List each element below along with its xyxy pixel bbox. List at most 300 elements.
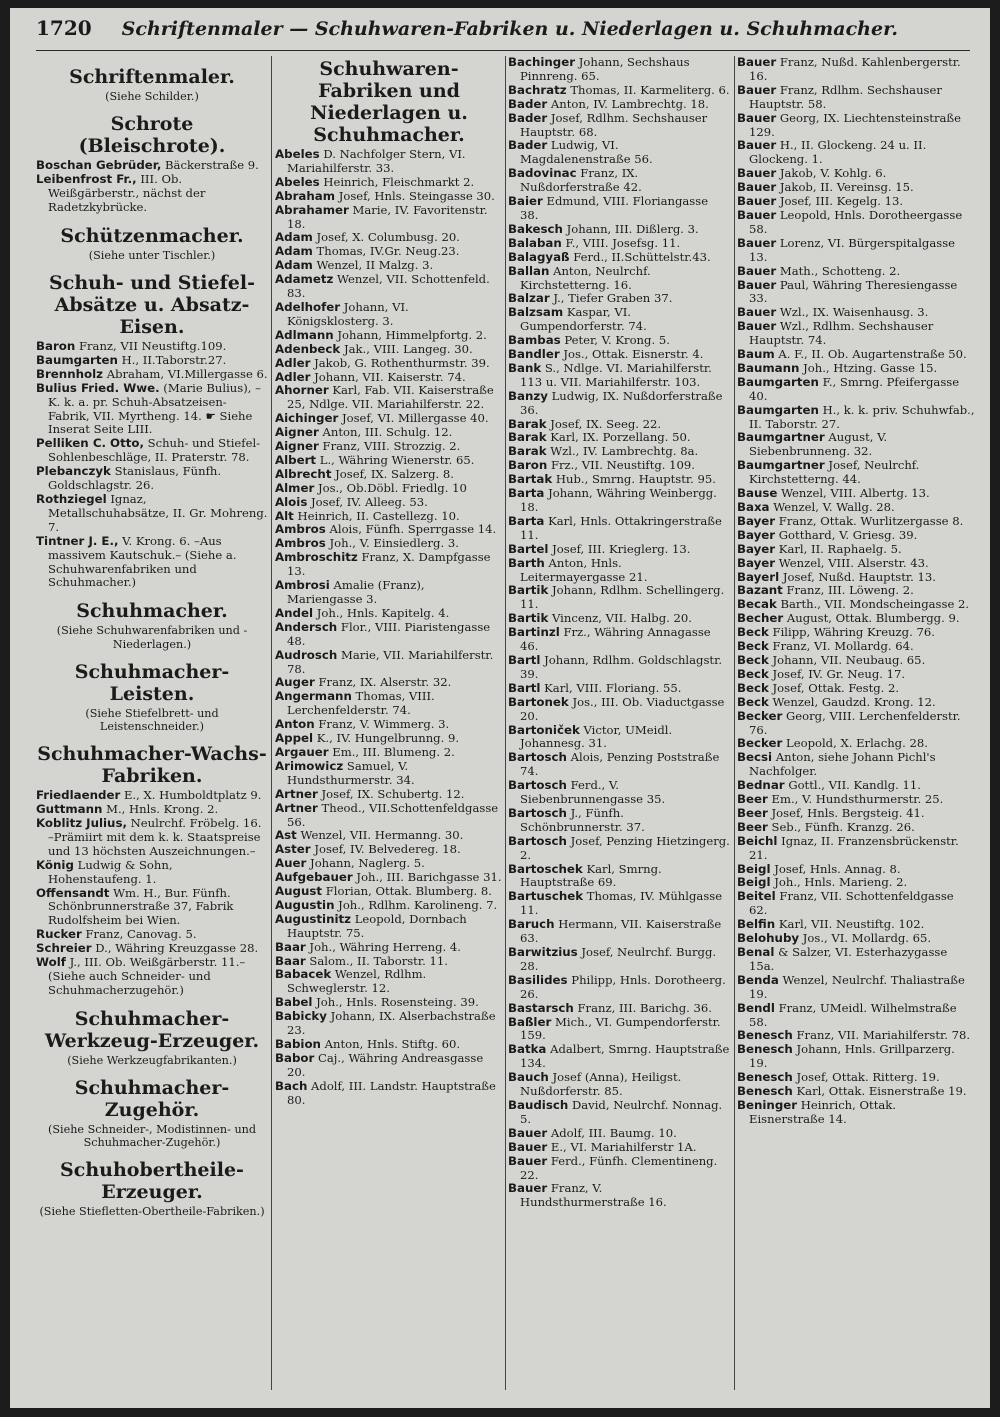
entry-name: Bauer xyxy=(737,277,777,292)
entry-details: Florian, Ottak. Blumberg. 8. xyxy=(325,884,492,899)
entry-details: Bäckerstraße 9. xyxy=(165,158,259,173)
entry-name: Bauer xyxy=(737,138,777,153)
entry-details: Georg, IX. Liechtensteinstraße 129. xyxy=(749,110,962,139)
entry-details: Frz., Währing Annagasse 46. xyxy=(520,625,711,654)
entry-name: Ambros xyxy=(275,536,326,551)
entry-details: Wenzel, II Malzg. 3. xyxy=(316,258,434,273)
directory-entry xyxy=(737,918,975,932)
entry-name: Becker xyxy=(737,736,783,751)
entry-details: H., II. Glockeng. 24 u. II. Glockeng. 1. xyxy=(749,138,927,167)
directory-entry xyxy=(275,551,503,579)
directory-entry xyxy=(737,598,975,612)
entry-name: Rothziegel xyxy=(36,492,107,506)
entry-details: Abraham, VI.Millergasse 6. xyxy=(106,366,268,381)
entry-name: Albert xyxy=(275,452,317,467)
entry-name: Baron xyxy=(36,339,76,354)
entry-details: Georg, VIII. Lerchenfelderstr. 76. xyxy=(749,708,961,737)
directory-entry xyxy=(508,459,730,473)
entry-details: Stanislaus, Fünfh. Goldschlagstr. 26. xyxy=(48,464,222,493)
entry-name: Baumann xyxy=(737,360,800,375)
directory-entry xyxy=(508,1127,730,1141)
entry-name: Bartak xyxy=(508,472,553,487)
entry-name: Babion xyxy=(275,1037,321,1051)
entry-details: E., X. Humboldtplatz 9. xyxy=(123,788,262,803)
directory-entry xyxy=(275,496,503,510)
entry-details: Johann, Himmelpfortg. 2. xyxy=(337,327,487,342)
directory-entry xyxy=(737,279,975,307)
entry-details: Johann, Rdlhm. Schellingerg. 11. xyxy=(520,583,725,612)
directory-entry xyxy=(508,98,730,112)
entry-details: Ignaz, Metallschuhabsätze, II. Gr. Mohreng. 7. xyxy=(48,492,268,534)
entry-name: Belohuby xyxy=(737,931,800,946)
directory-entry xyxy=(737,376,975,404)
section-heading: Schützenmacher. xyxy=(60,224,244,247)
entry-name: Beitel xyxy=(737,889,776,904)
directory-entry xyxy=(737,1029,975,1043)
directory-entry xyxy=(36,465,268,493)
entry-details: Johann, Währing Weinbergg. 18. xyxy=(520,486,717,514)
entry-name: Beck xyxy=(737,694,769,709)
entry-details: E., VI. Mariahilferstr 1A. xyxy=(550,1139,697,1154)
entry-name: Benesch xyxy=(737,1084,793,1099)
cross-reference-note: (Siehe unter Tischler.) xyxy=(88,248,216,262)
entry-details: Josef, Hnls. Annag. 8. xyxy=(774,861,901,876)
directory-entry xyxy=(737,751,975,779)
directory-entry xyxy=(36,887,268,929)
entry-details: A. F., II. Ob. Augartenstraße 50. xyxy=(778,347,967,362)
entry-name: Brennholz xyxy=(36,366,104,381)
entry-details: Peter, V. Krong. 5. xyxy=(564,333,670,348)
entry-name: Andel xyxy=(275,605,314,620)
entry-details: Wenzel, Rdlhm. Schweglerstr. 12. xyxy=(287,967,427,996)
directory-entry xyxy=(275,301,503,329)
entry-details: Mich., VI. Gumpendorferstr. 159. xyxy=(520,1014,721,1043)
entry-name: Rucker xyxy=(36,927,82,942)
entry-details: Wenzel, VII. Hermanng. 30. xyxy=(300,828,464,843)
entry-details: Joh., Hnls. Kapitelg. 4. xyxy=(316,605,450,620)
entry-name: Bendl xyxy=(737,1000,775,1015)
entry-name: Baumgartner xyxy=(737,430,825,445)
entry-name: Bauer xyxy=(737,263,777,278)
section-heading: Schuhmacher. xyxy=(76,600,228,623)
directory-entry xyxy=(737,779,975,793)
entry-details: Josef, Neulrchf. Burgg. 28. xyxy=(520,945,717,973)
entry-details: Filipp, Währing Kreuzg. 76. xyxy=(772,625,935,640)
directory-entry xyxy=(36,803,268,817)
entry-name: Benesch xyxy=(737,1070,793,1085)
entry-details: J., Tiefer Graben 37. xyxy=(553,291,673,306)
entry-details: F., VIII. Josefsg. 11. xyxy=(565,235,681,250)
entry-details: Josef, Hnls. Steingasse 30. xyxy=(338,188,495,203)
entry-name: Bauer xyxy=(737,110,777,125)
entry-name: Appel xyxy=(275,731,314,746)
directory-entry xyxy=(737,1085,975,1099)
entry-details: Heinrich, Fleischmarkt 2. xyxy=(323,174,475,189)
entry-details: Johann, VII. Kaiserstr. 74. xyxy=(314,369,466,384)
entry-details: Franz, Rdlhm. Sechshauser Hauptstr. 58. xyxy=(749,82,942,111)
entry-name: Bandler xyxy=(508,347,560,362)
entry-details: Josef, Ottak. Festg. 2. xyxy=(772,680,900,695)
entry-name: Abraham xyxy=(275,188,336,203)
section-heading: Schuhwaren-Fabriken und Niederlagen u. Schuhmacher. xyxy=(310,58,468,146)
directory-entry xyxy=(508,974,730,1002)
entry-details: Adalbert, Smrng. Hauptstraße 134. xyxy=(520,1042,730,1071)
entry-name: Adler xyxy=(275,369,311,384)
entry-name: August xyxy=(275,884,323,899)
directory-entry xyxy=(508,418,730,432)
entry-name: Barak xyxy=(508,444,547,459)
entry-details: Flor., VIII. Piaristengasse 48. xyxy=(287,619,491,648)
entry-name: Bach xyxy=(275,1078,308,1093)
directory-entry xyxy=(737,459,975,487)
entry-details: Wzl., Rdlhm. Sechshauser Hauptstr. 74. xyxy=(749,319,934,348)
entry-name: Leibenfrost Fr., xyxy=(36,172,137,187)
entry-details: Wzl., IV. Lambrechtg. 8a. xyxy=(550,444,699,459)
entry-name: Augustin xyxy=(275,897,335,912)
entry-details: Franz, VII Neustiftg.109. xyxy=(78,339,227,354)
entry-name: Bauer xyxy=(737,56,777,69)
entry-details: Anton, Neulrchf. Kirchstetterng. 16. xyxy=(520,263,651,292)
entry-details: Kaspar, VI. Gumpendorferstr. 74. xyxy=(520,305,647,334)
directory-entry xyxy=(737,348,975,362)
column-divider xyxy=(271,56,272,1390)
entry-name: Balaban xyxy=(508,235,562,250)
entry-name: Bartoschek xyxy=(508,861,583,876)
entry-name: Adler xyxy=(275,355,311,370)
directory-entry xyxy=(508,1155,730,1183)
entry-name: Artner xyxy=(275,800,318,815)
entry-name: Batka xyxy=(508,1042,547,1057)
entry-name: Augustinitz xyxy=(275,911,352,926)
directory-entry xyxy=(36,928,268,942)
entry-name: Bauer xyxy=(508,1181,548,1196)
entry-details: Karl, Hnls. Ottakringerstraße 11. xyxy=(520,513,722,542)
directory-entry xyxy=(275,482,503,496)
entry-name: Arimowicz xyxy=(275,758,344,773)
entry-details: Johann, Naglerg. 5. xyxy=(310,856,425,871)
entry-details: Karl, Ottak. Eisnerstraße 19. xyxy=(796,1084,967,1099)
cross-reference-note: (Siehe Schuhwarenfabriken und -Niederlagen.) xyxy=(56,624,248,651)
directory-entry xyxy=(508,251,730,265)
entry-name: Bartosch xyxy=(508,778,567,793)
entry-name: Becker xyxy=(737,708,783,723)
column-divider xyxy=(505,56,506,1390)
entry-details: Marie, IV. Favoritenstr. 18. xyxy=(287,202,488,231)
entry-details: Franz, Nußd. Kahlenbergerstr. 16. xyxy=(749,56,961,83)
entry-details: August, Ottak. Blumbergg. 9. xyxy=(786,611,960,626)
directory-entry xyxy=(508,807,730,835)
directory-entry xyxy=(737,946,975,974)
entry-details: Ferd., Fünfh. Clementineng. 22. xyxy=(520,1153,718,1182)
cross-reference-note: (Siehe Stiefletten-Obertheile-Fabriken.) xyxy=(39,1205,265,1219)
entry-name: Bauer xyxy=(737,82,777,97)
entry-name: Babacek xyxy=(275,967,332,982)
directory-entry xyxy=(737,696,975,710)
entry-name: Beck xyxy=(737,666,769,681)
directory-entry xyxy=(508,946,730,974)
entry-details: Adolf, III. Baumg. 10. xyxy=(550,1125,677,1140)
directory-entry xyxy=(275,857,503,871)
entry-name: Beck xyxy=(737,652,769,667)
entry-details: Wenzel, VIII. Alserstr. 43. xyxy=(778,555,929,570)
directory-entry xyxy=(737,737,975,751)
directory-entry xyxy=(737,1099,975,1127)
directory-entry xyxy=(508,237,730,251)
entry-name: Adenbeck xyxy=(275,341,341,356)
entry-details: Wenzel, V. Wallg. 28. xyxy=(773,500,895,514)
entry-name: Aichinger xyxy=(275,411,339,426)
entry-name: Bauer xyxy=(737,207,777,222)
entry-name: Balzar xyxy=(508,291,550,306)
entry-details: Alois, Fünfh. Sperrgasse 14. xyxy=(329,522,497,537)
entry-name: Becak xyxy=(737,597,777,612)
entry-details: J., Fünfh. Schönbrunnerstr. 37. xyxy=(520,805,645,834)
column-2 xyxy=(275,56,503,1390)
section-heading: Schrote (Bleischrote). xyxy=(78,113,226,158)
entry-details: D., Währing Kreuzgasse 28. xyxy=(95,941,259,956)
section-heading: Schuhmacher-Werkzeug-Erzeuger. xyxy=(44,1007,260,1052)
entry-details: Anton, Hnls. Leitermayergasse 21. xyxy=(520,555,648,584)
directory-entry xyxy=(36,859,268,887)
entry-name: Aster xyxy=(275,842,311,857)
entry-details: H., k. k. priv. Schuhwfab., II. Taborstr. 27. xyxy=(749,402,975,431)
directory-entry xyxy=(508,390,730,418)
entry-details: Theod., VII.Schottenfeldgasse 56. xyxy=(287,800,499,829)
entry-name: Albrecht xyxy=(275,466,332,481)
directory-entry xyxy=(275,788,503,802)
page-number: 1720 xyxy=(36,16,92,40)
directory-entry xyxy=(275,871,503,885)
entry-details: Edmund, VIII. Floriangasse 38. xyxy=(520,194,709,222)
directory-entry xyxy=(36,354,268,368)
entry-details: Franz, Ottak. Wurlitzergasse 8. xyxy=(778,513,964,528)
entry-details: Josef, IV. Belvedereg. 18. xyxy=(314,842,461,857)
directory-entry xyxy=(508,1071,730,1099)
directory-entry xyxy=(508,84,730,98)
entry-details: K., IV. Hungelbrunng. 9. xyxy=(316,731,460,746)
entry-details: Ludwig, VI. Magdalenenstraße 56. xyxy=(520,138,653,167)
directory-entry xyxy=(737,139,975,167)
entry-details: Lorenz, VI. Bürgerspitalgasse 13. xyxy=(749,235,956,264)
entry-details: Josef, Nußd. Hauptstr. 13. xyxy=(782,569,936,584)
entry-details: Johann, VII. Neubaug. 65. xyxy=(772,652,926,667)
directory-entry xyxy=(508,779,730,807)
entry-details: Ludwig, IX. Nußdorferstraße 36. xyxy=(520,388,723,417)
cross-reference-note: (Siehe Schneider-, Modistinnen- und Schuhmacher-Zugehör.) xyxy=(47,1122,257,1150)
entry-details: Karl, VII. Neustiftg. 102. xyxy=(778,917,925,932)
directory-entry xyxy=(508,751,730,779)
entry-details: Josef, Hnls. Bergsteig. 41. xyxy=(771,805,925,820)
entry-name: Baxa xyxy=(737,500,770,514)
directory-entry xyxy=(508,334,730,348)
entry-name: Baruch xyxy=(508,917,555,932)
directory-entry xyxy=(737,1071,975,1085)
entry-name: Bartik xyxy=(508,583,549,598)
entry-name: Bachratz xyxy=(508,82,567,97)
entry-name: Aigner xyxy=(275,425,319,440)
directory-entry xyxy=(737,890,975,918)
directory-entry xyxy=(275,231,503,245)
entry-name: Bednar xyxy=(737,778,785,793)
cross-reference-note: (Siehe Werkzeugfabrikanten.) xyxy=(67,1053,237,1067)
directory-entry xyxy=(508,918,730,946)
entry-name: Barta xyxy=(508,513,545,528)
entry-details: Josef, IX. Seeg. 22. xyxy=(550,416,662,431)
directory-entry xyxy=(508,445,730,459)
entry-name: Benda xyxy=(737,972,779,987)
entry-details: Joh., Htzing. Gasse 15. xyxy=(803,360,938,375)
directory-entry xyxy=(737,543,975,557)
directory-entry xyxy=(737,1043,975,1071)
entry-details: Josef, III. Krieglerg. 13. xyxy=(552,541,691,556)
directory-entry xyxy=(275,329,503,343)
directory-entry xyxy=(275,955,503,969)
directory-entry xyxy=(737,404,975,432)
entry-details: Johann, IX. Alserbachstraße 23. xyxy=(287,1009,496,1038)
entry-name: Bastarsch xyxy=(508,1000,574,1015)
directory-entry xyxy=(275,1080,503,1108)
entry-name: Bauer xyxy=(508,1139,548,1154)
entry-name: Bauch xyxy=(508,1070,549,1085)
directory-entry xyxy=(275,690,503,718)
entry-name: Badovinac xyxy=(508,166,577,181)
section-heading: Schuhmacher-Leisten. xyxy=(74,660,230,705)
entry-details: Jak., VIII. Langeg. 30. xyxy=(343,341,473,356)
directory-entry xyxy=(508,223,730,237)
entry-name: Benal xyxy=(737,945,775,959)
entry-details: Franz, V. Hundsthurmerstraße 16. xyxy=(520,1181,667,1210)
entry-name: Baar xyxy=(275,953,306,968)
directory-entry xyxy=(508,612,730,626)
entry-name: Ast xyxy=(275,828,297,843)
entry-name: Bauer xyxy=(737,235,777,250)
directory-entry xyxy=(36,437,268,465)
entry-details: H., II.Taborstr.27. xyxy=(121,352,227,367)
directory-entry xyxy=(36,493,268,535)
entry-details: Franz, VII. Mariahilferstr. 78. xyxy=(796,1028,971,1043)
directory-entry xyxy=(275,760,503,788)
directory-entry xyxy=(275,204,503,232)
directory-entry xyxy=(737,195,975,209)
entry-details: L., Währing Wienerstr. 65. xyxy=(319,452,475,467)
entry-details: Leopold, Dornbach Hauptstr. 75. xyxy=(287,911,467,940)
entry-name: Bambas xyxy=(508,333,561,348)
directory-entry xyxy=(275,454,503,468)
directory-entry xyxy=(737,501,975,515)
directory-entry xyxy=(275,1052,503,1080)
entry-details: V. Krong. 6. –Aus massivem Kautschuk.– (Siehe a. Schuhwarenfabriken und Schuhmacher.) xyxy=(48,533,237,590)
directory-entry xyxy=(737,265,975,279)
entry-details: Anton, siehe Johann Pichl's Nachfolger. xyxy=(749,750,936,779)
column-1 xyxy=(36,56,268,1390)
entry-name: Aufgebauer xyxy=(275,870,353,885)
directory-entry xyxy=(508,306,730,334)
entry-details: Joh., Rdlhm. Karolineng. 7. xyxy=(338,897,498,912)
entry-name: Argauer xyxy=(275,744,329,759)
cross-reference-note: (Siehe Schilder.) xyxy=(105,90,199,103)
directory-entry xyxy=(737,654,975,668)
entry-name: Bauer xyxy=(737,319,777,334)
entry-name: Adam xyxy=(275,230,313,245)
entry-details: Neulrchf. Fröbelg. 16. –Prämiirt mit dem k. k. Staatspreise und 13 höchsten Auszeichnungen.– xyxy=(48,815,262,858)
column-4 xyxy=(737,56,975,1390)
entry-details: Jos., III. Ob. Viaductgasse 20. xyxy=(520,694,725,723)
entry-details: Karl, Fab. VII. Kaiserstraße 25, Ndlge. VII. Mariahilferstr. 22. xyxy=(287,383,494,412)
entry-name: König xyxy=(36,857,74,872)
entry-details: Leopold, Hnls. Dorotheergasse 58. xyxy=(749,207,963,236)
entry-name: Basilides xyxy=(508,972,568,987)
entry-details: Karl, VIII. Floriang. 55. xyxy=(544,680,682,695)
entry-details: Joh., III. Barichgasse 31. xyxy=(356,870,502,885)
entry-details: Ignaz, II. Franzensbrückenstr. 21. xyxy=(749,833,959,862)
directory-entry xyxy=(36,789,268,803)
directory-entry xyxy=(275,579,503,607)
directory-entry xyxy=(508,265,730,293)
directory-entry xyxy=(737,682,975,696)
entry-name: Bartinzl xyxy=(508,625,560,640)
section-heading: Schuh- und Stiefel-Absätze u. Absatz-Eisen. xyxy=(49,272,255,339)
directory-entry xyxy=(275,1010,503,1038)
entry-name: Andersch xyxy=(275,619,338,634)
directory-entry xyxy=(508,1002,730,1016)
entry-name: Bayer xyxy=(737,555,776,570)
directory-entry xyxy=(275,649,503,677)
directory-entry xyxy=(737,571,975,585)
directory-entry xyxy=(737,1002,975,1030)
directory-entry xyxy=(508,1141,730,1155)
directory-entry xyxy=(275,523,503,537)
entry-details: Alois, Penzing Poststraße 74. xyxy=(520,750,720,779)
entry-name: Ambroschitz xyxy=(275,550,358,565)
entry-details: Johann, VI. Königsklosterg. 3. xyxy=(287,299,409,328)
entry-details: Heinrich, II. Castellezg. 10. xyxy=(297,508,460,523)
directory-entry xyxy=(275,148,503,176)
entry-details: Anton, IV. Lambrechtg. 18. xyxy=(550,96,709,111)
directory-entry xyxy=(508,348,730,362)
entry-name: Baar xyxy=(275,939,306,954)
directory-entry xyxy=(508,543,730,557)
entry-name: Bauer xyxy=(508,1153,548,1168)
directory-entry xyxy=(275,607,503,621)
directory-entry xyxy=(737,932,975,946)
entry-details: Franz, IX. Alserstr. 32. xyxy=(318,675,452,690)
entry-name: Bartoniček xyxy=(508,722,580,737)
entry-name: Offensandt xyxy=(36,885,110,900)
entry-details: Math., Schotteng. 2. xyxy=(779,263,901,278)
entry-name: Balzsam xyxy=(508,305,564,320)
entry-details: F., Smrng. Pfeifergasse 40. xyxy=(749,374,960,403)
entry-name: Baron xyxy=(508,458,548,473)
entry-details: Ferd., II.Schüttelstr.43. xyxy=(573,249,711,264)
directory-entry xyxy=(737,209,975,237)
entry-name: Beck xyxy=(737,639,769,654)
entry-name: Abrahamer xyxy=(275,202,349,217)
directory-entry xyxy=(275,829,503,843)
directory-entry xyxy=(508,112,730,140)
entry-details: Franz, Canovag. 5. xyxy=(85,927,197,942)
entry-name: Baßler xyxy=(508,1014,552,1029)
entry-name: Beer xyxy=(737,792,768,807)
entry-name: Abeles xyxy=(275,147,320,161)
entry-name: Bader xyxy=(508,96,548,111)
cross-reference-note: (Siehe Stiefelbrett- und Leistenschneider.) xyxy=(85,706,219,733)
entry-details: Johann, Rdlhm. Goldschlagstr. 39. xyxy=(520,652,723,681)
entry-name: Ambrosi xyxy=(275,578,330,593)
entry-details: Gotthard, V. Griesg. 39. xyxy=(778,527,918,542)
directory-entry xyxy=(36,173,268,215)
entry-name: Adlmann xyxy=(275,327,334,342)
directory-entry xyxy=(737,167,975,181)
